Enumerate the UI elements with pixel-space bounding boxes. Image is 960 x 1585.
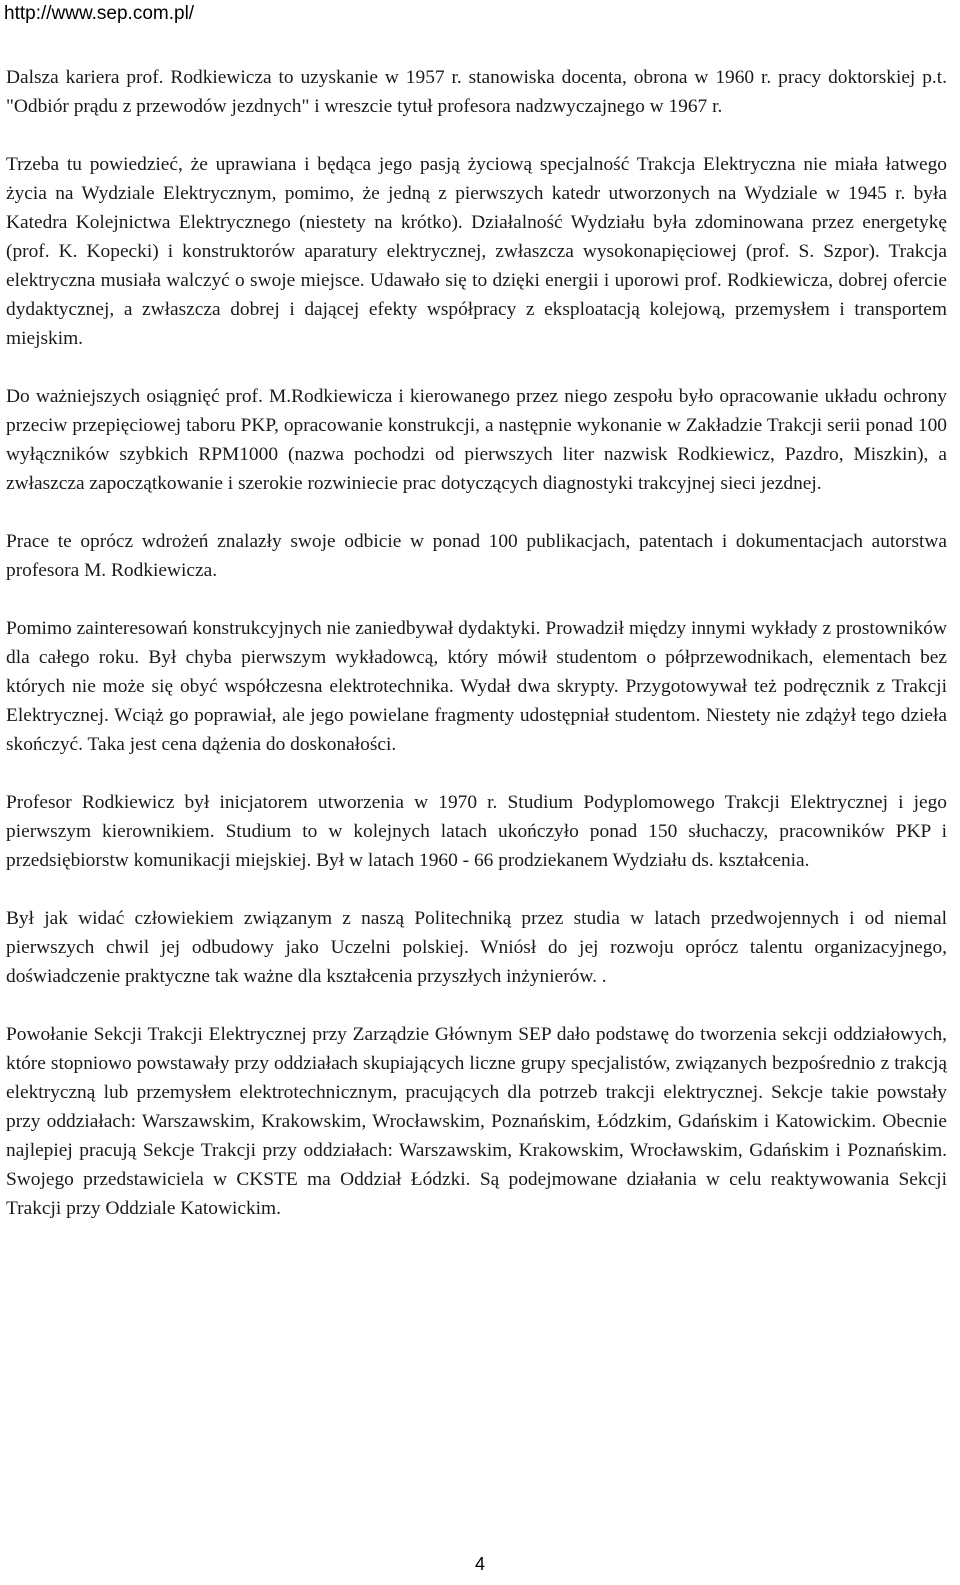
page-number: 4 xyxy=(474,1554,485,1574)
paragraph-polytechnic: Był jak widać człowiekiem związanym z naszą Politechniką przez studia w latach przedwojennych i od niemal pierwszych chwil jej odbudowy jako Uczelni polskiej. Wniósł do jej rozwoju oprócz talentu organizacyjnego, doświadczenie praktyczne tak ważne dla kształcenia przyszłych inżynierów. . xyxy=(6,908,947,987)
document-body xyxy=(6,63,947,1252)
header-url[interactable]: http://www.sep.com.pl/ xyxy=(4,3,195,24)
paragraph-didactics: Pomimo zainteresowań konstrukcyjnych nie zaniedbywał dydaktyki. Prowadził między innymi wykłady z prostowników dla całego roku. Był chyba pierwszym wykładowcą, który mówił studentom o półprzewodnikach, elementach bez których nie może się obyć współczesna elektrotechnika. Wydał dwa skrypty. Przygotowywał też podręcznik z Trakcji Elektrycznej. Wciąż go poprawiał, ale jego powielane fragmenty udostępniał studentom. Niestety nie zdążył tego dzieła skończyć. Taka jest cena dążenia do doskonałości. xyxy=(6,618,947,755)
paragraph-postgraduate-studies: Profesor Rodkiewicz był inicjatorem utworzenia w 1970 r. Studium Podyplomowego Trakcji Elektrycznej i jego pierwszym kierownikiem. Studium to w kolejnych latach ukończyło ponad 150 słuchaczy, pracowników PKP i przedsiębiorstw komunikacji miejskiej. Był w latach 1960 - 66 prodziekanem Wydziału ds. kształcenia. xyxy=(6,792,947,871)
paragraph-career: Dalsza kariera prof. Rodkiewicza to uzyskanie w 1957 r. stanowiska docenta, obrona w 1960 r. pracy doktorskiej p.t. "Odbiór prądu z przewodów jezdnych" i wreszcie tytuł profesora nadzwyczajnego w 1967 r. xyxy=(6,67,947,117)
paragraph-achievements: Do ważniejszych osiągnięć prof. M.Rodkiewicza i kierowanego przez niego zespołu było opracowanie układu ochrony przeciw przepięciowej taboru PKP, opracowanie konstrukcji, a następnie wykonanie w Zakładzie Trakcji serii ponad 100 wyłączników szybkich RPM1000 (nazwa pochodzi od pierwszych liter nazwisk Rodkiewicz, Pazdro, Miszkin), a zwłaszcza zapoczątkowanie i szerokie rozwiniecie prac dotyczących diagnostyki trakcyjnej sieci jezdnej. xyxy=(6,386,947,494)
paragraph-publications: Prace te oprócz wdrożeń znalazły swoje odbicie w ponad 100 publikacjach, patentach i dokumentacjach autorstwa profesora M. Rodkiewicza. xyxy=(6,531,947,581)
paragraph-traction-specialty: Trzeba tu powiedzieć, że uprawiana i będąca jego pasją życiową specjalność Trakcja Elektryczna nie miała łatwego życia na Wydziale Elektrycznym, pomimo, że jedną z pierwszych katedr utworzonych na Wydziale w 1945 r. była Katedra Kolejnictwa Elektrycznego (niestety na krótko). Działalność Wydziału była zdominowana przez energetykę (prof. K. Kopecki) i konstruktorów aparatury elektrycznej, zwłaszcza wysokonapięciowej (prof. S. Szpor). Trakcja elektryczna musiała walczyć o swoje miejsce. Udawało się to dzięki energii i uporowi prof. Rodkiewicza, dobrej ofercie dydaktycznej, a zwłaszcza dobrej i dającej efekty współpracy z eksploatacją kolejową, przemysłem i transportem miejskim. xyxy=(6,154,947,349)
paragraph-sep-sections: Powołanie Sekcji Trakcji Elektrycznej przy Zarządzie Głównym SEP dało podstawę do tworzenia sekcji oddziałowych, które stopniowo powstawały przy oddziałach skupiających liczne grupy specjalistów, związanych bezpośrednio z trakcją elektryczną lub przemysłem elektrotechnicznym, pracujących dla potrzeb trakcji elektrycznej. Sekcje takie powstały przy oddziałach: Warszawskim, Krakowskim, Wrocławskim, Poznańskim, Łódzkim, Gdańskim i Katowickim. Obecnie najlepiej pracują Sekcje Trakcji przy oddziałach: Warszawskim, Krakowskim, Wrocławskim, Gdańskim i Poznańskim. Swojego przedstawiciela w CKSTE ma Oddział Łódzki. Są podejmowane działania w celu reaktywowania Sekcji Trakcji przy Oddziale Katowickim. xyxy=(6,1024,947,1219)
